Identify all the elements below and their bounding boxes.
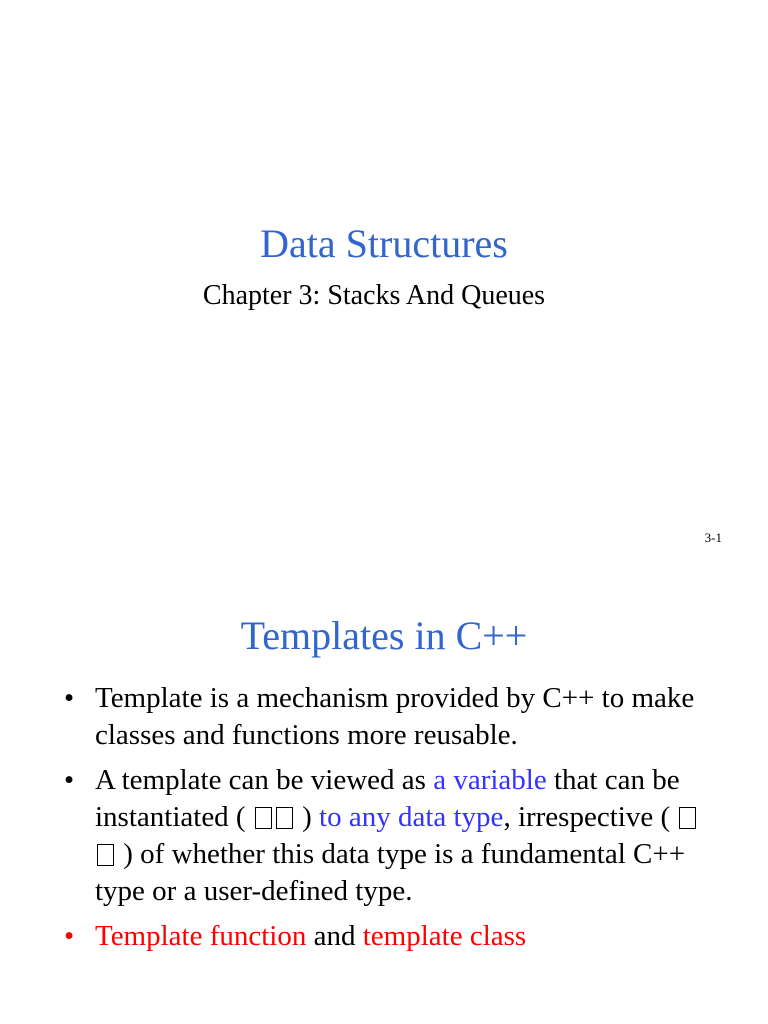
missing-glyph-icon bbox=[97, 844, 114, 866]
bullet-icon: • bbox=[64, 764, 75, 796]
missing-glyph-icon bbox=[255, 807, 272, 829]
bullet-emphasis: template class bbox=[362, 920, 527, 952]
slide-2 bbox=[0, 576, 768, 1024]
bullet-icon: • bbox=[64, 920, 75, 952]
missing-glyph-pair bbox=[253, 801, 295, 833]
page-number: 3-1 bbox=[704, 530, 722, 545]
missing-glyph-icon bbox=[276, 807, 293, 829]
bullet-text: and bbox=[306, 920, 363, 952]
bullet-icon: • bbox=[64, 682, 75, 714]
bullet-item bbox=[64, 762, 704, 910]
slide-title: Templates in C++ bbox=[240, 613, 528, 658]
bullet-emphasis: to any data type bbox=[319, 801, 504, 833]
bullet-emphasis: Template function bbox=[95, 920, 307, 952]
bullet-item bbox=[64, 680, 704, 754]
bullet-item bbox=[64, 918, 704, 955]
bullet-emphasis: a variable bbox=[433, 764, 547, 796]
slide-subtitle: Chapter 3: Stacks And Queues bbox=[202, 280, 546, 311]
bullet-list bbox=[64, 680, 704, 963]
bullet-text: that can be instantiated ( bbox=[95, 764, 680, 833]
bullet-text: A template can be viewed as bbox=[95, 764, 434, 796]
bullet-text: Template is a mechanism provided by C++ to make classes and functions more reusable. bbox=[95, 682, 695, 751]
slide-title: Data Structures bbox=[260, 221, 508, 266]
bullet-text: ) bbox=[294, 801, 320, 833]
bullet-text: ) of whether this data type is a fundamental C++ type or a user-defined type. bbox=[95, 838, 686, 907]
missing-glyph-icon bbox=[679, 807, 696, 829]
bullet-text: , irrespective ( bbox=[503, 801, 678, 833]
